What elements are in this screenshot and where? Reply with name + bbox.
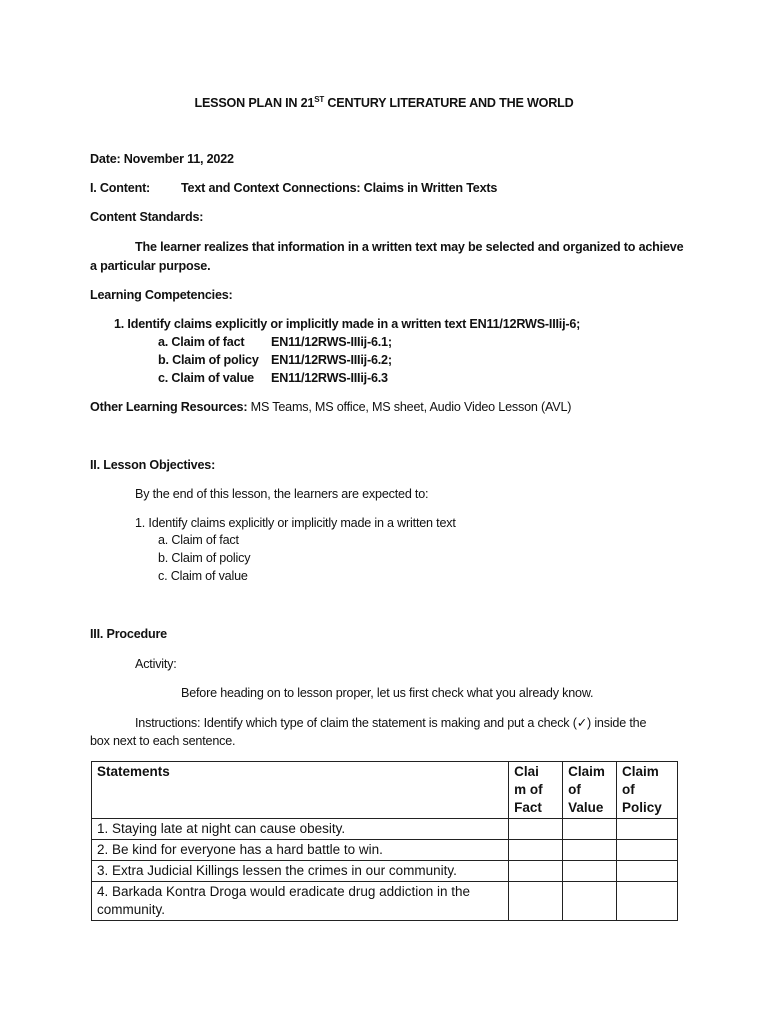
- content-value: Text and Context Connections: Claims in Written Texts: [181, 181, 498, 195]
- value-checkbox-cell[interactable]: [563, 819, 617, 840]
- table-row: [92, 882, 678, 921]
- learning-competencies-heading: Learning Competencies:: [90, 288, 233, 302]
- claims-table: [91, 761, 678, 921]
- title-text: LESSON PLAN IN 21: [194, 96, 315, 110]
- objective-item-1: 1. Identify claims explicitly or implicitly made in a written text: [135, 516, 456, 530]
- competency-sub-code: EN11/12RWS-IIIij-6.3: [271, 371, 388, 385]
- competency-sub-label: b. Claim of policy: [158, 353, 259, 367]
- content-standards-heading: Content Standards:: [90, 210, 204, 224]
- competency-sub-code: EN11/12RWS-IIIij-6.2;: [271, 353, 392, 367]
- competency-sub-label: a. Claim of fact: [158, 335, 245, 349]
- title-text-rest: CENTURY LITERATURE AND THE WORLD: [324, 96, 574, 110]
- fact-checkbox-cell[interactable]: [509, 840, 563, 861]
- value-checkbox-cell[interactable]: [563, 882, 617, 921]
- objective-sub-item: c. Claim of value: [158, 569, 248, 583]
- header-claim-of-policy: Claim of Policy: [617, 762, 678, 819]
- lesson-objectives-heading: II. Lesson Objectives:: [90, 458, 216, 472]
- policy-checkbox-cell[interactable]: [617, 819, 678, 840]
- competency-sub-label: c. Claim of value: [158, 371, 254, 385]
- policy-checkbox-cell[interactable]: [617, 882, 678, 921]
- content-standards-line-1: The learner realizes that information in a written text may be selected and organized to achieve: [135, 240, 684, 254]
- activity-label: Activity:: [135, 657, 177, 671]
- statement-cell: 1. Staying late at night can cause obesity.: [92, 819, 509, 840]
- objective-sub-item: a. Claim of fact: [158, 533, 239, 547]
- fact-checkbox-cell[interactable]: [509, 819, 563, 840]
- resources-line: [90, 400, 571, 414]
- resources-value: MS Teams, MS office, MS sheet, Audio Video Lesson (AVL): [247, 400, 572, 414]
- value-checkbox-cell[interactable]: [563, 861, 617, 882]
- resources-label: Other Learning Resources:: [90, 400, 248, 414]
- header-claim-of-fact: Clai m of Fact: [509, 762, 563, 819]
- objectives-intro: By the end of this lesson, the learners are expected to:: [135, 487, 429, 501]
- table-row: [92, 861, 678, 882]
- document-title: [0, 95, 768, 110]
- competency-sub-code: EN11/12RWS-IIIij-6.1;: [271, 335, 392, 349]
- header-statements: Statements: [92, 762, 509, 819]
- statement-cell: 4. Barkada Kontra Droga would eradicate drug addiction in the community.: [92, 882, 509, 921]
- table-header-row: [92, 762, 678, 819]
- fact-checkbox-cell[interactable]: [509, 861, 563, 882]
- table-row: [92, 840, 678, 861]
- instructions-line-1: Instructions: Identify which type of claim the statement is making and put a check (✓) inside the: [135, 716, 647, 730]
- value-checkbox-cell[interactable]: [563, 840, 617, 861]
- activity-intro: Before heading on to lesson proper, let us first check what you already know.: [181, 686, 594, 700]
- instructions-line-2: box next to each sentence.: [90, 734, 236, 748]
- procedure-heading: III. Procedure: [90, 627, 167, 641]
- content-label: I. Content:: [90, 181, 151, 195]
- lesson-date: Date: November 11, 2022: [90, 152, 234, 166]
- competency-item-1: 1. Identify claims explicitly or implicitly made in a written text EN11/12RWS-IIIij-6;: [114, 317, 581, 331]
- table-row: [92, 819, 678, 840]
- title-superscript: ST: [314, 95, 325, 104]
- content-standards-line-2: a particular purpose.: [90, 259, 211, 273]
- policy-checkbox-cell[interactable]: [617, 840, 678, 861]
- statement-cell: 3. Extra Judicial Killings lessen the crimes in our community.: [92, 861, 509, 882]
- policy-checkbox-cell[interactable]: [617, 861, 678, 882]
- statement-cell: 2. Be kind for everyone has a hard battle to win.: [92, 840, 509, 861]
- objective-sub-item: b. Claim of policy: [158, 551, 251, 565]
- header-claim-of-value: Claim of Value: [563, 762, 617, 819]
- fact-checkbox-cell[interactable]: [509, 882, 563, 921]
